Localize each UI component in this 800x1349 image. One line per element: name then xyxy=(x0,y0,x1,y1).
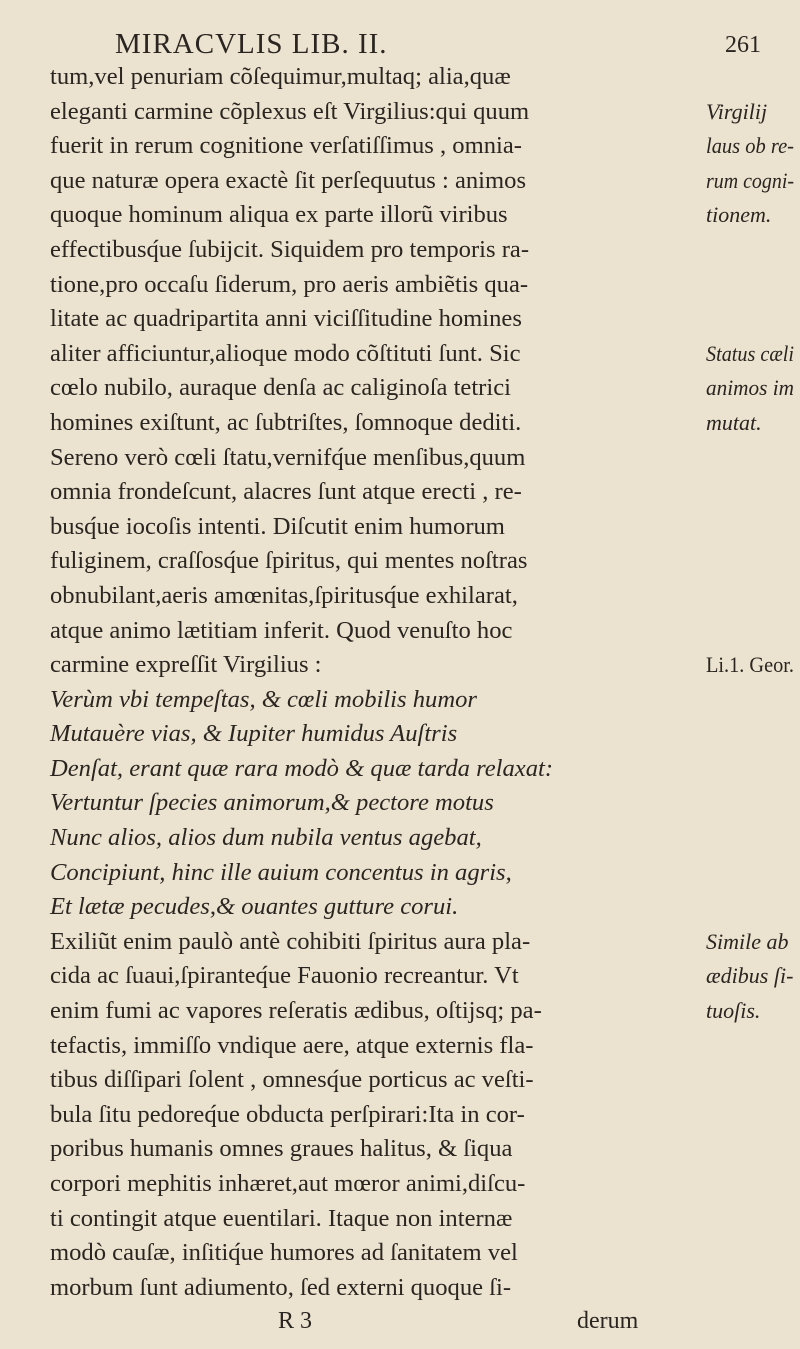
line-text: cida ac ſuaui,ſpiranteq́ue Fauonio recreantur. Vt xyxy=(50,962,519,990)
line-text: tefactis, immiſſo vndique aere, atque externis fla- xyxy=(50,1031,534,1059)
line-text: fuliginem, craſſosq́ue ſpiritus, qui mentes noſtras xyxy=(50,547,528,575)
text-line xyxy=(50,475,790,510)
line-text: Vertuntur ſpecies animorum,& pectore motus xyxy=(50,789,494,817)
page-number: 261 xyxy=(725,32,761,58)
marginal-note: tionem. xyxy=(706,202,772,228)
verse-line xyxy=(50,752,790,787)
verse-line xyxy=(50,717,790,752)
text-line xyxy=(50,579,790,614)
text-line xyxy=(50,95,790,130)
line-text: litate ac quadripartita anni viciſſitudine homines xyxy=(50,305,522,333)
marginal-note: laus ob re- xyxy=(706,133,794,159)
signature-mark: R 3 xyxy=(278,1307,313,1334)
text-line xyxy=(50,164,794,199)
text-line xyxy=(50,959,794,994)
text-line xyxy=(50,129,794,164)
marginal-note: mutat. xyxy=(706,409,762,435)
text-line xyxy=(50,648,794,683)
text-line xyxy=(50,1167,790,1202)
line-text: Et lætæ pecudes,& ouantes gutture corui. xyxy=(50,893,459,921)
marginal-note: animos im xyxy=(706,375,794,401)
text-line xyxy=(50,268,790,303)
catchword: derum xyxy=(577,1307,639,1334)
marginal-note: Status cæli xyxy=(706,340,794,366)
text-line xyxy=(50,371,794,406)
line-text: Denſat, erant quæ rara modò & quæ tarda relaxat: xyxy=(50,754,554,782)
line-text: bula ſitu pedoreq́ue obducta perſpirari:Ita in cor- xyxy=(50,1100,525,1128)
line-text: Exiliũt enim paulò antè cohibiti ſpiritus aura pla- xyxy=(50,927,531,955)
text-line xyxy=(50,614,790,649)
line-text: Nunc alios, alios dum nubila ventus agebat, xyxy=(50,824,482,852)
line-text: quoque hominum aliqua ex parte illorũ viribus xyxy=(50,201,508,229)
text-line xyxy=(50,406,790,441)
line-text: modò cauſæ, inſitiq́ue humores ad ſanitatem vel xyxy=(50,1239,518,1267)
line-text: eleganti carmine cõplexus eſt Virgilius:qui quum xyxy=(50,97,530,125)
text-line xyxy=(50,302,790,337)
text-line xyxy=(50,441,790,476)
marginal-note: Li.1. Geor. xyxy=(706,652,794,678)
line-text: corpori mephitis inhæret,aut mœror animi,diſcu- xyxy=(50,1170,526,1197)
verse-line xyxy=(50,683,790,718)
line-text: tibus diſſipari ſolent , omnesq́ue porticus ac veſti- xyxy=(50,1066,534,1094)
line-text: Verùm vbi tempeſtas, & cœli mobilis humor xyxy=(50,685,477,713)
line-text: atque animo lætitiam inferit. Quod venuſto hoc xyxy=(50,616,513,644)
verse-line xyxy=(50,856,790,891)
line-text: enim fumi ac vapores reſeratis ædibus, oſtijsq; pa- xyxy=(50,997,542,1025)
line-text: obnubilant,aeris amœnitas,ſpiritusq́ue exhilarat, xyxy=(50,581,518,609)
line-text: effectibusq́ue ſubijcit. Siquidem pro temporis ra- xyxy=(50,235,530,263)
verse-line xyxy=(50,786,790,821)
line-text: ti contingit atque euentilari. Itaque non internæ xyxy=(50,1204,513,1232)
line-text: carmine expreſſit Virgilius : xyxy=(50,651,322,679)
marginal-note: Virgilij xyxy=(706,98,768,124)
line-text: tum,vel penuriam cõſequimur,multaq; alia,quæ xyxy=(50,63,511,90)
body-text xyxy=(50,60,794,1305)
text-line xyxy=(50,60,790,95)
text-line xyxy=(50,510,790,545)
verse-line xyxy=(50,821,790,856)
text-line xyxy=(50,1271,790,1306)
line-text: morbum ſunt adiumento, ſed externi quoque ſi- xyxy=(50,1273,512,1301)
marginal-note: tuoſis. xyxy=(706,998,761,1024)
line-text: Sereno verò cœli ſtatu,vernifq́ue menſibus,quum xyxy=(50,443,526,471)
text-line xyxy=(50,1098,790,1133)
text-line xyxy=(50,994,790,1029)
line-text: homines exiſtunt, ac ſubtriſtes, ſomnoque dediti. xyxy=(50,408,522,436)
verse-line xyxy=(50,890,790,925)
marginal-note: ædibus ſi- xyxy=(706,963,794,989)
line-text: que naturæ opera exactè ſit perſequutus : animos xyxy=(50,166,527,194)
marginal-note: Simile ab xyxy=(706,928,789,954)
text-line xyxy=(50,1029,790,1064)
line-text: Concipiunt, hinc ille auium concentus in agris, xyxy=(50,858,512,886)
running-title: MIRACVLIS LIB. II. xyxy=(115,28,388,60)
text-line xyxy=(50,1202,790,1237)
line-text: aliter afficiuntur,alioque modo cõſtituti ſunt. Sic xyxy=(50,339,521,367)
text-line xyxy=(50,1132,790,1167)
text-line xyxy=(50,233,790,268)
line-text: poribus humanis omnes graues halitus, & ſiqua xyxy=(50,1135,513,1163)
line-text: fuerit in rerum cognitione verſatiſſimus , omnia- xyxy=(50,132,522,160)
text-line xyxy=(50,925,790,960)
line-text: omnia frondeſcunt, alacres ſunt atque erecti , re- xyxy=(50,478,522,506)
line-text: busq́ue iocoſis intenti. Diſcutit enim humorum xyxy=(50,512,505,540)
text-line xyxy=(50,544,790,579)
text-line xyxy=(50,1236,790,1271)
text-line xyxy=(50,1063,790,1098)
text-line xyxy=(50,337,794,372)
line-text: Mutauère vias, & Iupiter humidus Auſtris xyxy=(50,720,458,748)
line-text: cœlo nubilo, auraque denſa ac caliginoſa tetrici xyxy=(50,374,511,402)
text-line xyxy=(50,198,790,233)
marginal-note: rum cogni- xyxy=(706,167,794,193)
line-text: tione,pro occaſu ſiderum, pro aeris ambiẽtis qua- xyxy=(50,270,529,298)
